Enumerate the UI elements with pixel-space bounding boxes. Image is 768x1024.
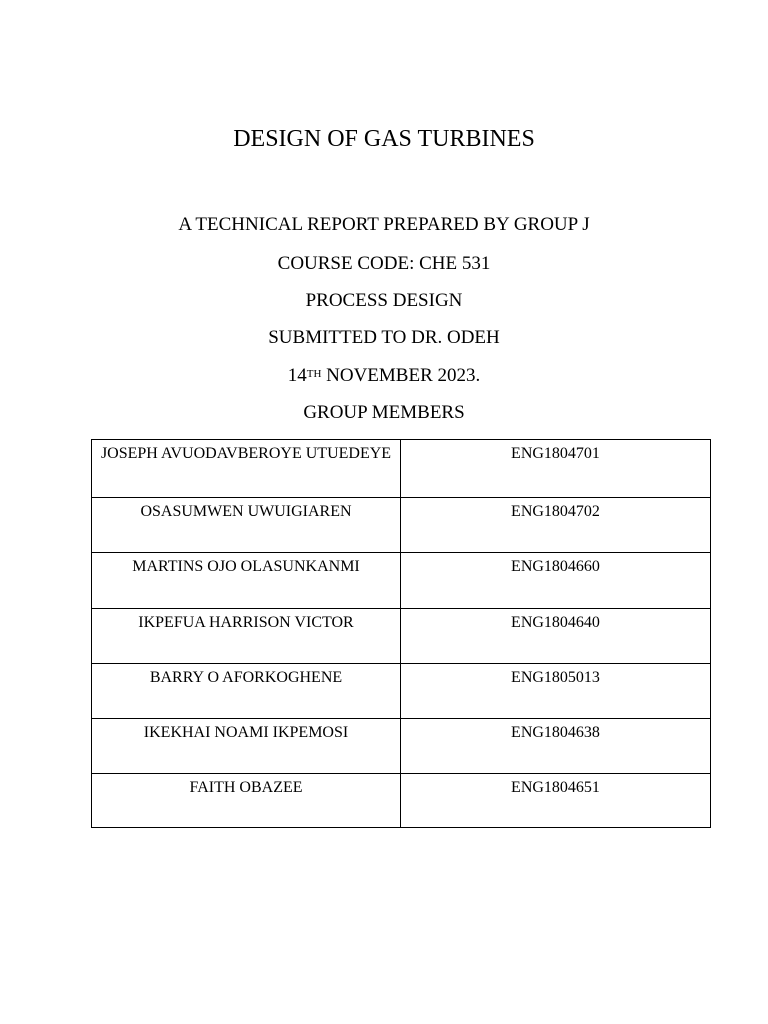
table-row (92, 498, 711, 553)
member-name: FAITH OBAZEE (92, 774, 401, 828)
member-name: IKPEFUA HARRISON VICTOR (92, 609, 401, 664)
member-id: ENG1805013 (401, 664, 711, 719)
course-name: PROCESS DESIGN (305, 290, 463, 311)
member-id: ENG1804640 (401, 609, 711, 664)
table-row (92, 553, 711, 609)
member-name: JOSEPH AVUODAVBEROYE UTUEDEYE (92, 440, 401, 498)
group-members-table (91, 439, 711, 828)
member-id: ENG1804702 (401, 498, 711, 553)
table-row (92, 719, 711, 774)
date-rest: NOVEMBER 2023. (321, 365, 481, 386)
report-subtitle: A TECHNICAL REPORT PREPARED BY GROUP J (178, 214, 590, 235)
table-row (92, 774, 711, 828)
date-suffix: TH (306, 368, 322, 380)
member-id: ENG1804701 (401, 440, 711, 498)
member-name: BARRY O AFORKOGHENE (92, 664, 401, 719)
member-id: ENG1804638 (401, 719, 711, 774)
document-title: DESIGN OF GAS TURBINES (233, 126, 535, 152)
member-name: OSASUMWEN UWUIGIAREN (92, 498, 401, 553)
course-code: COURSE CODE: CHE 531 (277, 253, 491, 274)
date-day: 14 (287, 365, 307, 386)
submitted-to: SUBMITTED TO DR. ODEH (268, 327, 500, 348)
submission-date (0, 364, 768, 388)
members-heading: GROUP MEMBERS (303, 402, 465, 423)
member-name: IKEKHAI NOAMI IKPEMOSI (92, 719, 401, 774)
member-id: ENG1804660 (401, 553, 711, 609)
table-row (92, 609, 711, 664)
member-id: ENG1804651 (401, 774, 711, 828)
table-row (92, 440, 711, 498)
table-row (92, 664, 711, 719)
member-name: MARTINS OJO OLASUNKANMI (92, 553, 401, 609)
